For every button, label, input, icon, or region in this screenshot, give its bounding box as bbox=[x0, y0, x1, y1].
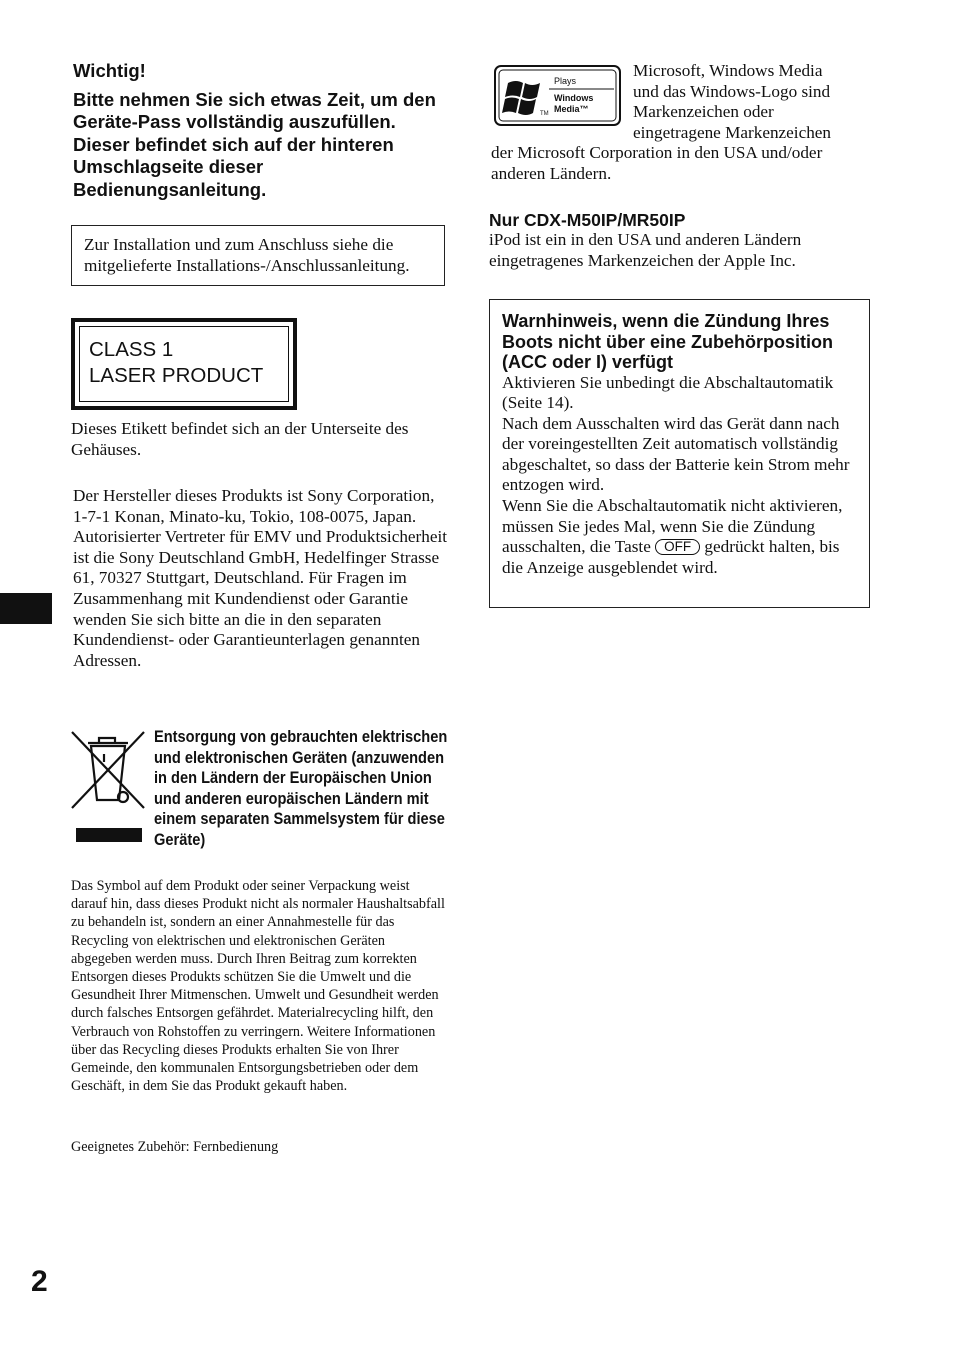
installation-note-box bbox=[71, 225, 445, 286]
trademark-line-2: und das Windows-Logo sind bbox=[633, 81, 831, 101]
logo-tm-text: TM bbox=[540, 111, 549, 117]
suitable-accessory-note: Geeignetes Zubehör: Fernbedienung bbox=[71, 1139, 279, 1155]
logo-plays-text: Plays bbox=[554, 76, 577, 86]
laser-product-text: LASER PRODUCT bbox=[89, 364, 264, 387]
important-title: Wichtig! bbox=[73, 60, 146, 81]
label-location-note: Dieses Etikett befindet sich an der Unterseite des Gehäuses. bbox=[71, 419, 409, 459]
logo-windows-text: Windows bbox=[554, 93, 594, 103]
weee-disposal-text: Das Symbol auf dem Produkt oder seiner Verpackung weist darauf hin, dass dieses Produkt nicht als normaler Haushaltsabfall zu behandeln ist, sondern an einer Annahmestelle für das Recycling von elektrischen und elektronischen Geräten abgegeben werden muss. Durch Ihren Beitrag zum korrekten Entsorgen dieses Produkts schützen Sie die Umwelt und die Gesundheit Ihrer Mitmenschen. Umwelt und Gesundheit werden durch falsches Entsorgen gefährdet. Materialrecycling hilft, den Verbrauch von Rohstoffen zu verringern. Weitere Informationen über das Recycling dieses Produkts erhalten Sie von Ihrer Gemeinde, den kommunalen Entsorgungsbetrieben oder dem Geschäft, in dem Sie das Produkt gekauft haben. bbox=[71, 878, 445, 1095]
warning-title: Warnhinweis, wenn die Zündung Ihres Boots nicht über eine Zubehörposition (ACC oder I) verfügt bbox=[502, 311, 833, 372]
windows-media-trademark bbox=[491, 61, 871, 185]
trademark-line-4: eingetragene Markenzeichen bbox=[633, 122, 832, 142]
important-notice bbox=[73, 60, 448, 201]
trademark-line-1: Microsoft, Windows Media bbox=[633, 61, 823, 80]
ipod-trademark-text: iPod ist ein in den USA und anderen Ländern eingetragenes Markenzeichen der Apple Inc. bbox=[489, 230, 802, 270]
warning-paragraph-3 bbox=[502, 496, 863, 578]
logo-media-text: Media™ bbox=[554, 104, 589, 114]
installation-note-text: Zur Installation und zum Anschluss siehe die mitgelieferte Installations-/Anschlussanleitung. bbox=[84, 235, 410, 275]
important-text: Bitte nehmen Sie sich etwas Zeit, um den Geräte-Pass vollständig auszufüllen. Dieser befindet sich auf der hinteren Umschlagseite dieser Bedienungsanleitung. bbox=[73, 88, 436, 200]
warning-paragraph-2: Nach dem Ausschalten wird das Gerät dann nach der voreingestellten Zeit automatisch vollständig abgeschaltet, so dass der Batterie kein Strom mehr entzogen wird. bbox=[502, 413, 850, 495]
trademark-rest: der Microsoft Corporation in den USA und/oder anderen Ländern. bbox=[491, 143, 823, 183]
representative-paragraph: Autorisierter Vertreter für EMV und Produktsicherheit ist die Sony Deutschland GmbH, Hedelfinger Strasse 61, 70327 Stuttgart, Deutschland. Für Fragen im Zusammenhang mit Kundendienst oder Garantie wenden Sie sich bitte an die in den separaten Kundendienst- oder Garantieunterlagen genannten Adressen. bbox=[73, 527, 448, 670]
warning-paragraph-1: Aktivieren Sie unbedingt die Abschaltautomatik (Seite 14). bbox=[502, 372, 834, 413]
off-key-symbol: OFF bbox=[655, 539, 700, 555]
section-tab-marker bbox=[0, 593, 52, 624]
page-number: 2 bbox=[31, 1265, 48, 1298]
warning-text-before-key: Wenn Sie die Abschaltautomatik nicht aktivieren, müssen Sie jedes Mal, wenn Sie die Zündung ausschalten, die Taste bbox=[502, 496, 843, 557]
laser-class-text: CLASS 1 bbox=[89, 338, 174, 361]
crossed-out-wheelie-bin-icon bbox=[70, 730, 146, 842]
manufacturer-paragraph: Der Hersteller dieses Produkts ist Sony Corporation, 1-7-1 Konan, Minato-ku, Tokio, 108-0075, Japan. bbox=[73, 486, 435, 526]
warning-text-after-key: gedrückt halten, bis die Anzeige ausgeblendet wird. bbox=[502, 537, 840, 577]
model-heading: Nur CDX-M50IP/MR50IP bbox=[489, 210, 686, 230]
manufacturer-info bbox=[73, 486, 448, 671]
weee-disposal-title: Entsorgung von gebrauchten elektrischen und elektronischen Geräten (anzuwenden in den Ländern der Europäischen Union und anderen europäischen Ländern mit einem separaten Sammelsystem für diese Geräte) bbox=[154, 727, 448, 849]
trademark-line-3: Markenzeichen oder bbox=[633, 102, 774, 122]
laser-product-label bbox=[71, 318, 297, 410]
ignition-warning-box bbox=[489, 299, 870, 608]
